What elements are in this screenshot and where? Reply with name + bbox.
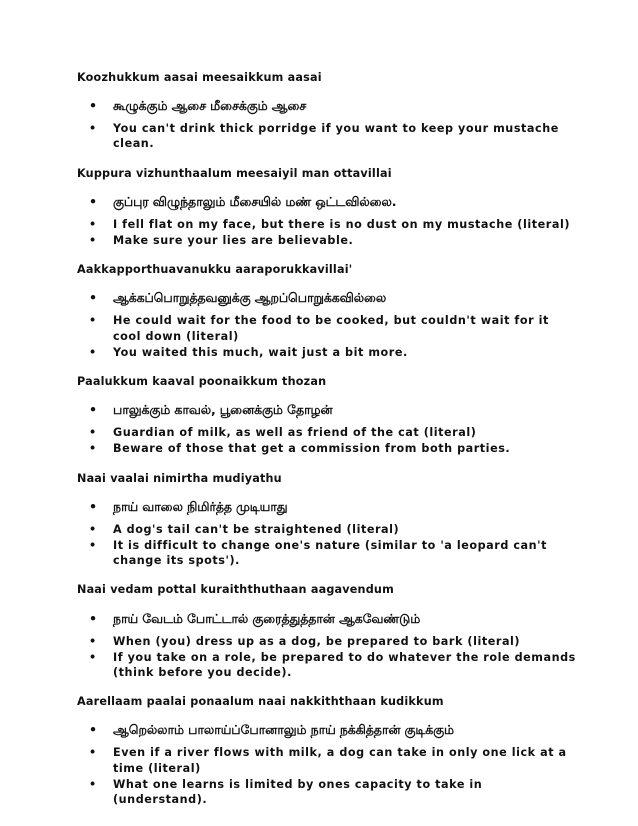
english-meaning-item xyxy=(77,313,578,343)
bullet-icon: • xyxy=(89,442,97,456)
proverb-section xyxy=(77,471,578,569)
english-meaning-item xyxy=(77,425,578,440)
tamil-proverb-item xyxy=(77,289,578,307)
proverb-transliteration-heading: Aakkapporthuavanukku aaraporukkavillai' xyxy=(77,263,353,277)
bullet-icon: • xyxy=(89,314,97,328)
proverb-section xyxy=(77,166,578,249)
list-item-text: If you take on a role, be prepared to do whatever the role demands (think before you decide). xyxy=(113,650,576,680)
english-meaning-item xyxy=(77,522,578,537)
bullet-icon: • xyxy=(89,777,97,791)
english-meaning-item xyxy=(77,777,578,807)
list-item-text: ஆக்கப்பொறுத்தவனுக்கு ஆறப்பொறுக்கவில்லை xyxy=(113,290,387,306)
proverb-bullet-list xyxy=(77,610,578,681)
list-item-text: You waited this much, wait just a bit more. xyxy=(113,345,408,359)
list-item-text: Make sure your lies are believable. xyxy=(113,234,354,248)
english-meaning-item xyxy=(77,538,578,568)
english-meaning-item xyxy=(77,345,578,360)
proverb-bullet-list xyxy=(77,401,578,456)
english-meaning-item xyxy=(77,121,578,151)
proverb-section xyxy=(77,70,578,152)
list-item-text: Guardian of milk, as well as friend of the cat (literal) xyxy=(113,426,477,440)
bullet-icon: • xyxy=(89,98,97,114)
bullet-icon: • xyxy=(89,610,97,626)
bullet-icon: • xyxy=(89,345,97,359)
bullet-icon: • xyxy=(89,650,97,664)
tamil-proverb-item xyxy=(77,498,578,516)
proverb-transliteration-heading: Kuppura vizhunthaalum meesaiyil man ottavillai xyxy=(77,166,392,180)
bullet-icon: • xyxy=(89,426,97,440)
list-item-text: கூழுக்கும் ஆசை மீசைக்கும் ஆசை xyxy=(113,98,307,114)
list-item-text: A dog's tail can't be straightened (literal) xyxy=(113,522,400,536)
list-item-text: Beware of those that get a commission from both parties. xyxy=(113,442,511,456)
list-item-text: ஆறெல்லாம் பாலாய்ப்போனாலும் நாய் நக்கித்தான் குடிக்கும் xyxy=(113,722,454,738)
english-meaning-item xyxy=(77,650,578,680)
proverb-section xyxy=(77,694,578,807)
list-item-text: Even if a river flows with milk, a dog can take in only one lick at a time (literal) xyxy=(113,746,567,775)
tamil-proverb-item xyxy=(77,401,578,419)
english-meaning-item xyxy=(77,745,578,775)
bullet-icon: • xyxy=(89,539,97,553)
list-item-text: குப்புர விழுந்தாலும் மீசையில் மண் ஒட்டவில்லை. xyxy=(113,193,397,209)
bullet-icon: • xyxy=(89,290,97,306)
english-meaning-item xyxy=(77,217,578,232)
bullet-icon: • xyxy=(89,217,97,231)
tamil-proverb-item xyxy=(77,97,578,115)
bullet-icon: • xyxy=(89,498,97,514)
list-item-text: I fell flat on my face, but there is no dust on my mustache (literal) xyxy=(113,217,570,231)
bullet-icon: • xyxy=(89,746,97,760)
proverb-section xyxy=(77,262,578,360)
english-meaning-item xyxy=(77,441,578,456)
proverb-bullet-list xyxy=(77,193,578,248)
bullet-icon: • xyxy=(89,122,97,136)
list-item-text: It is difficult to change one's nature (similar to 'a leopard can't change its spots'). xyxy=(113,539,547,568)
bullet-icon: • xyxy=(89,722,97,738)
proverb-bullet-list xyxy=(77,289,578,360)
proverb-transliteration-heading: Koozhukkum aasai meesaikkum aasai xyxy=(77,71,322,84)
list-item-text: நாய் வேடம் போட்டால் குரைத்துத்தான் ஆகவேண்டும் xyxy=(113,610,421,626)
proverb-section xyxy=(77,374,578,457)
proverb-section xyxy=(77,582,578,680)
proverb-transliteration-heading: Aarellaam paalai ponaalum naai nakkiththaan kudikkum xyxy=(77,695,444,709)
list-item-text: பாலுக்கும் காவல், பூனைக்கும் தோழன் xyxy=(113,402,333,418)
list-item-text: You can't drink thick porridge if you want to keep your mustache clean. xyxy=(113,122,559,151)
bullet-icon: • xyxy=(89,402,97,418)
bullet-icon: • xyxy=(89,522,97,536)
proverb-transliteration-heading: Naai vedam pottal kuraiththuthaan aagavendum xyxy=(77,583,394,597)
english-meaning-item xyxy=(77,634,578,649)
proverb-bullet-list xyxy=(77,97,578,151)
bullet-icon: • xyxy=(89,234,97,248)
list-item-text: What one learns is limited by ones capacity to take in (understand). xyxy=(113,777,483,807)
list-item-text: நாய் வாலை நிமிர்த்த முடியாது xyxy=(113,498,288,514)
proverb-bullet-list xyxy=(77,498,578,569)
bullet-icon: • xyxy=(89,193,97,209)
proverb-bullet-list xyxy=(77,721,578,807)
english-meaning-item xyxy=(77,233,578,248)
tamil-proverb-item xyxy=(77,610,578,628)
proverb-transliteration-heading: Naai vaalai nimirtha mudiyathu xyxy=(77,471,282,485)
list-item-text: When (you) dress up as a dog, be prepared to bark (literal) xyxy=(113,634,521,648)
tamil-proverb-item xyxy=(77,721,578,739)
bullet-icon: • xyxy=(89,634,97,648)
list-item-text: He could wait for the food to be cooked, but couldn't wait for it cool down (literal) xyxy=(113,314,549,343)
tamil-proverb-item xyxy=(77,193,578,211)
proverb-transliteration-heading: Paalukkum kaaval poonaikkum thozan xyxy=(77,375,327,389)
